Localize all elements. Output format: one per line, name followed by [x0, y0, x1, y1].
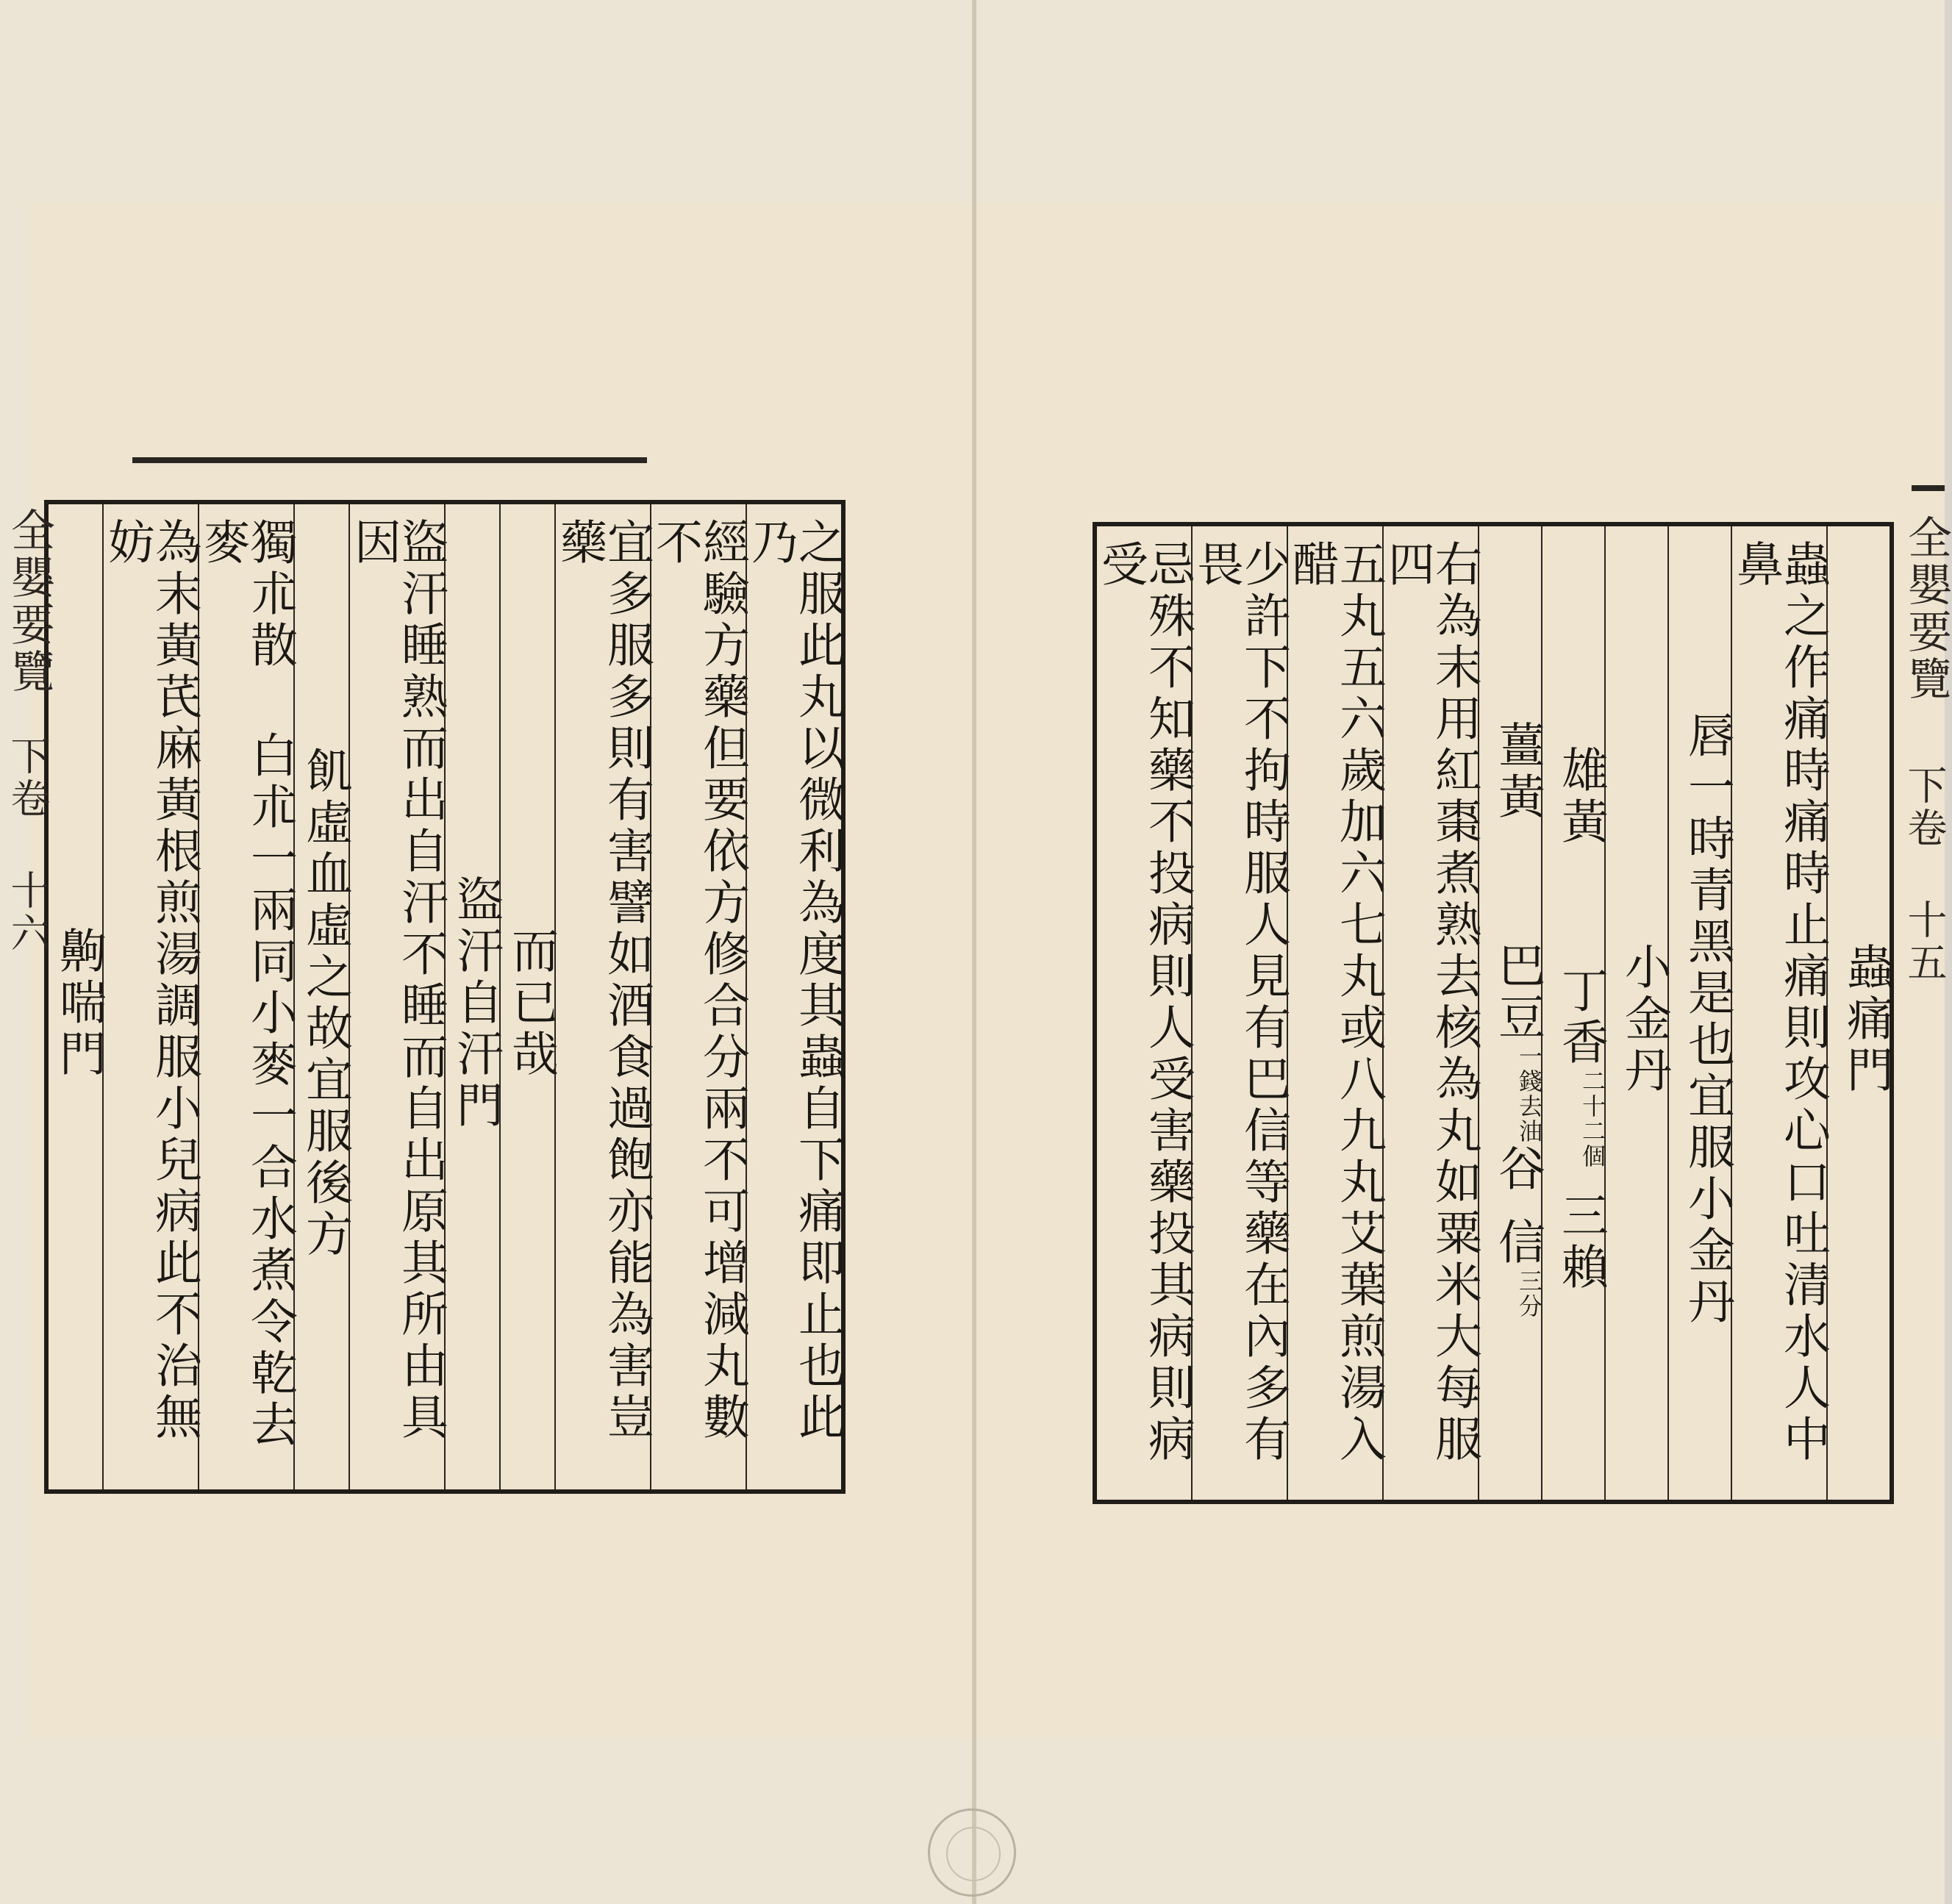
- left-fish-tail-mark: [132, 457, 647, 463]
- sanlai-label: 三賴: [1554, 1191, 1608, 1294]
- left-col-4: 而已哉: [499, 504, 554, 1489]
- right-page-edge-title: 全嬰要覽: [1901, 515, 1952, 703]
- right-col-1-heading: 蟲痛門: [1826, 526, 1890, 1500]
- right-col-10: 忌殊不知藥不投病則人受害藥投其病則病受: [1093, 540, 1195, 1466]
- right-page-edge-marks: 下卷 十五: [1901, 765, 1948, 984]
- dingxiang-note: 二十二個: [1579, 1069, 1606, 1169]
- right-col-6-ingredient: 薑黃 巴豆 一錢去油 谷 信 三分: [1478, 526, 1541, 1500]
- gu-label: 谷: [1490, 1144, 1545, 1195]
- dingxiang-label: 丁香: [1554, 966, 1608, 1069]
- left-col-6: 盜汗睡熟而出自汗不睡而自出原其所由具因: [348, 504, 444, 1489]
- left-col-7: 飢虛血虛之故宜服後方: [293, 504, 348, 1489]
- right-col-4-heading: 小金丹: [1604, 526, 1667, 1500]
- left-col-2: 經驗方藥但要依方修合分兩不可增減丸數不: [650, 504, 746, 1489]
- left-col-9: 為末黃芪麻黃根煎湯調服小兒病此不治無妨: [102, 504, 198, 1489]
- left-page-edge-marks: 下卷 十六: [4, 735, 51, 955]
- right-col-2: 蟲之作痛時痛時止痛則攻心口吐清水人中鼻: [1731, 526, 1826, 1500]
- left-col-8: 獨朮散 白朮一兩同小麥一合水煮令乾去麥: [198, 504, 293, 1489]
- xin-note: 三分: [1515, 1269, 1543, 1319]
- right-col-3: 唇一時青黑是也宜服小金丹: [1667, 526, 1731, 1500]
- right-col-8: 五丸五六歲加六七丸或八九丸艾葉煎湯入醋: [1287, 526, 1382, 1500]
- xin-label: 信: [1490, 1217, 1545, 1269]
- left-page-edge-title: 全嬰要覽: [4, 507, 55, 695]
- badou-note: 一錢去油: [1515, 1044, 1543, 1144]
- left-page-frame: [44, 500, 845, 1494]
- right-col-9: 少許下不拘時服人見有巴信等藥在內多有畏: [1191, 526, 1287, 1500]
- left-col-5-heading: 盜汗自汗門: [444, 504, 499, 1489]
- badou-label: 巴豆: [1490, 941, 1545, 1044]
- right-page-frame: [1093, 522, 1894, 1504]
- right-fish-tail-mark: [1912, 485, 1945, 491]
- library-seal-stamp: [928, 1808, 1016, 1897]
- right-col-5-ingredient: 雄黃 丁香 二十二個 三賴: [1541, 526, 1604, 1500]
- left-col-3: 宜多服多則有害譬如酒食過飽亦能為害豈藥: [554, 504, 650, 1489]
- left-col-1: 之服此丸以微利為度其蟲自下痛即止也此乃: [746, 504, 841, 1489]
- right-col-7: 右為末用紅棗煮熟去核為丸如粟米大每服四: [1382, 526, 1478, 1500]
- left-col-10-heading: 齁喘門: [51, 926, 106, 1081]
